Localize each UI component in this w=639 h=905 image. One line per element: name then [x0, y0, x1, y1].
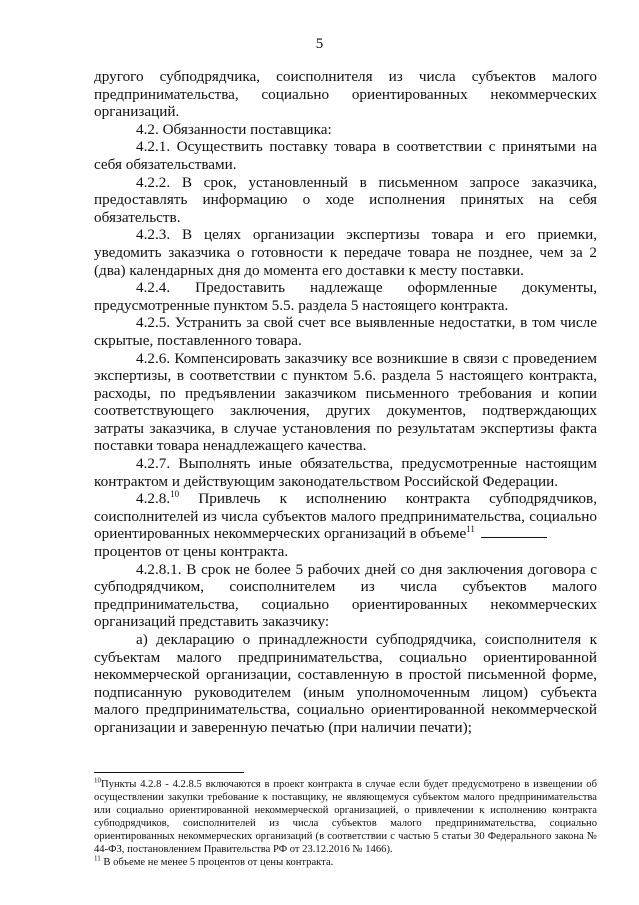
clause-4-2-8-number: 4.2.8. — [136, 490, 171, 508]
clause-4-2-8 — [94, 490, 597, 543]
clause-4-2-2: 4.2.2. В срок, установленный в письменном запросе заказчика, предоставлять информацию о ходе исполнения принятых на себя обязательств. — [94, 173, 597, 226]
section-heading-4-2: 4.2. Обязанности поставщика: — [136, 120, 332, 138]
clause-4-2-8-text: Привлечь к исполнению контракта субподрядчиков, соисполнителей из числа субъектов малого предпринимательства, социально ориентированных некоммерческих организаций в объеме — [94, 490, 597, 543]
document-body — [94, 68, 597, 737]
footnote-11-text: В объеме не менее 5 процентов от цены контракта. — [100, 857, 334, 868]
fill-in-blank — [481, 527, 547, 538]
clause-4-2-8-1: 4.2.8.1. В срок не более 5 рабочих дней со дня заключения договора с субподрядчиком, соисполнителем из числа субъектов малого предпринимательства, социально ориентированных некоммерческих организаций представить заказчику: — [94, 560, 597, 631]
footnote-ref-11: 11 — [466, 524, 475, 535]
clause-4-2-5: 4.2.5. Устранить за свой счет все выявленные недостатки, в том числе скрытые, поставленного товара. — [94, 314, 597, 349]
clause-4-2-4: 4.2.4. Предоставить надлежаще оформленные документы, предусмотренные пунктом 5.5. раздела 5 настоящего контракта. — [94, 279, 597, 314]
footnotes — [94, 778, 597, 869]
footnote-10-mark: 10 — [94, 776, 101, 785]
clause-4-2-7: 4.2.7. Выполнять иные обязательства, предусмотренные настоящим контрактом и действующим законодательством Российской Федерации. — [94, 455, 597, 490]
footnote-11-mark: 11 — [94, 854, 101, 863]
clause-4-2-8-1-a: а) декларацию о принадлежности субподрядчика, соисполнителя к субъектам малого предпринимательства, социально ориентированной некоммерческой организации, составленную в простой письменной форме, подписанную руководителем (иным уполномоченным лицом) субъекта малого предпринимательства, социально ориентированной некоммерческой организации и заверенную печатью (при наличии печати); — [94, 631, 597, 736]
footnote-11 — [94, 856, 597, 869]
footnote-10 — [94, 778, 597, 856]
page-number: 5 — [315, 36, 324, 52]
footnote-10-text: Пункты 4.2.8 - 4.2.8.5 включаются в проект контракта в случае если будет предусмотрено в извещении об осуществлении закупки требование к поставщику, не являющемуся субъектом малого предпринимательства или социально ориентированной некоммерческой организацией, о привлечении к исполнению контракта субподрядчиков, соисполнителей из числа субъектов малого предпринимательства, социально ориентированных некоммерческих организаций (в соответствии с частью 5 статьи 30 Федерального закона № 44-ФЗ, постановлением Правительства РФ от 23.12.2016 № 1466). — [94, 779, 597, 855]
clause-4-2-3: 4.2.3. В целях организации экспертизы товара и его приемки, уведомить заказчика о готовности к передаче товара не позднее, чем за 2 (два) календарных дня до момента его доставки к месту поставки. — [94, 226, 597, 279]
clause-4-2-8-continuation: процентов от цены контракта. — [94, 543, 289, 561]
paragraph-continuation: другого субподрядчика, соисполнителя из числа субъектов малого предпринимательства, социально ориентированных некоммерческих организаций. — [94, 68, 597, 121]
clause-4-2-6: 4.2.6. Компенсировать заказчику все возникшие в связи с проведением экспертизы, в соответствии с пунктом 5.6. раздела 5 настоящего контракта, расходы, по предъявлении заказчиком письменного требования и копии соответствующего заключения, других документов, подтверждающих затраты заказчика, в случае установления по результатам экспертизы факта поставки товара ненадлежащего качества. — [94, 349, 597, 455]
clause-4-2-1: 4.2.1. Осуществить поставку товара в соответствии с принятыми на себя обязательствами. — [94, 138, 597, 173]
footnote-separator — [94, 772, 244, 773]
footnote-ref-10: 10 — [170, 489, 180, 500]
